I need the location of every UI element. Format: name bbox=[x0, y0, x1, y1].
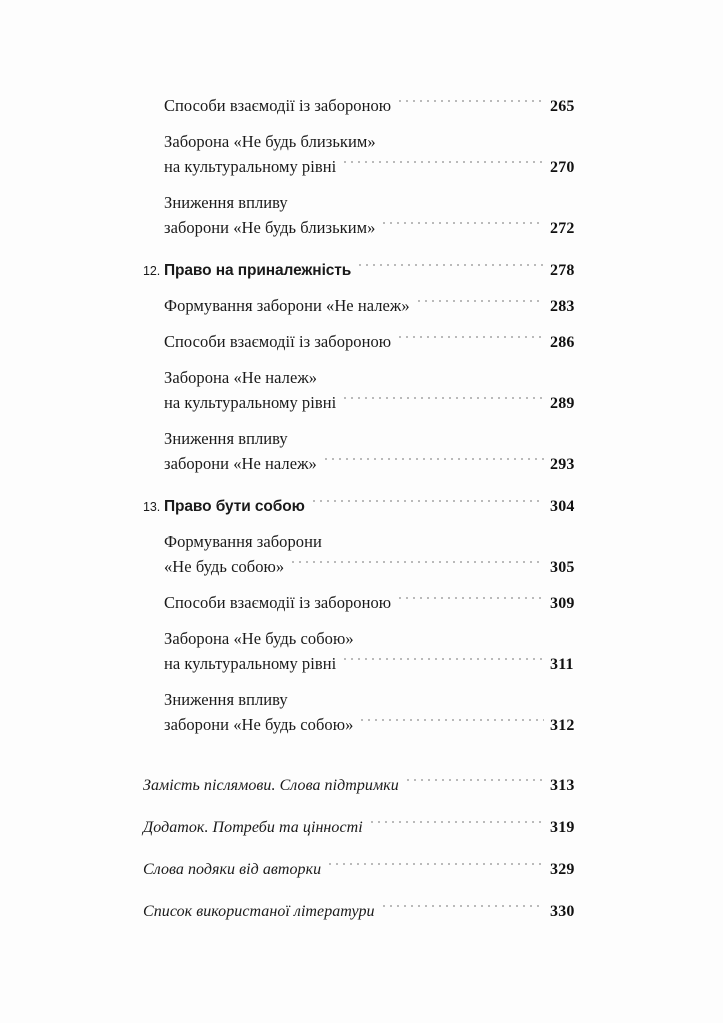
toc-entry-title: Заборона «Не будь близьким» bbox=[164, 132, 376, 151]
toc-entry-line bbox=[143, 849, 580, 878]
toc-entry-line bbox=[143, 486, 580, 515]
toc-entry-line bbox=[143, 765, 580, 794]
toc-entry-line bbox=[143, 619, 580, 648]
toc-page-number: 304 bbox=[550, 498, 575, 515]
toc-entry-body bbox=[143, 322, 580, 351]
toc-page-number: 289 bbox=[550, 395, 575, 412]
toc-entry-title: заборони «Не будь собою» bbox=[164, 715, 354, 734]
toc-dot-leader bbox=[330, 522, 544, 547]
toc-entry-title: Способи взаємодії із забороною bbox=[164, 332, 392, 351]
toc-page-number: 272 bbox=[550, 220, 575, 237]
toc-entry[interactable] bbox=[143, 680, 580, 734]
toc-dot-leader bbox=[407, 765, 544, 790]
table-of-contents bbox=[143, 86, 580, 920]
toc-dot-leader bbox=[399, 86, 544, 111]
toc-page-number: 265 bbox=[550, 98, 575, 115]
toc-entry-body bbox=[143, 419, 580, 473]
toc-dot-leader bbox=[362, 619, 544, 644]
toc-dot-leader bbox=[292, 547, 544, 572]
toc-entry-title: Право бути собою bbox=[164, 498, 305, 515]
toc-entry-body bbox=[143, 358, 580, 412]
toc-entry[interactable] bbox=[143, 286, 580, 315]
toc-entry[interactable] bbox=[143, 807, 580, 836]
toc-entry[interactable] bbox=[143, 849, 580, 878]
toc-entry-body bbox=[143, 849, 580, 878]
toc-entry-body bbox=[143, 122, 580, 176]
toc-entry-body bbox=[143, 183, 580, 237]
toc-dot-leader bbox=[418, 286, 544, 311]
toc-entry-number: 12. bbox=[143, 264, 161, 278]
toc-entry-line bbox=[143, 322, 580, 351]
toc-entry-title: Формування заборони bbox=[164, 532, 322, 551]
toc-backmatter-entries bbox=[143, 765, 580, 920]
toc-dot-leader bbox=[383, 891, 544, 916]
toc-entry[interactable] bbox=[143, 619, 580, 673]
toc-entry[interactable] bbox=[143, 322, 580, 351]
toc-entry[interactable] bbox=[143, 183, 580, 237]
toc-dot-leader bbox=[359, 250, 544, 275]
toc-entry-title: Зниження впливу bbox=[164, 690, 288, 709]
toc-entry-title: Додаток. Потреби та цінності bbox=[143, 819, 363, 836]
toc-entry[interactable] bbox=[143, 250, 580, 279]
toc-entry[interactable] bbox=[143, 486, 580, 515]
toc-dot-leader bbox=[399, 583, 544, 608]
toc-entry-line bbox=[143, 807, 580, 836]
toc-entry-line bbox=[143, 286, 580, 315]
toc-entry-body bbox=[143, 583, 580, 612]
toc-entry-title: Список використаної літератури bbox=[143, 903, 375, 920]
toc-page-number: 313 bbox=[550, 777, 575, 794]
toc-dot-leader bbox=[296, 680, 544, 705]
toc-dot-leader bbox=[325, 444, 544, 469]
toc-entry-title: Зниження впливу bbox=[164, 429, 288, 448]
toc-dot-leader bbox=[384, 122, 544, 147]
toc-entry-body bbox=[143, 286, 580, 315]
toc-entry-title: на культуральному рівні bbox=[164, 393, 337, 412]
toc-entry[interactable] bbox=[143, 86, 580, 115]
toc-page-number: 312 bbox=[550, 717, 575, 734]
toc-page-number: 311 bbox=[550, 656, 574, 673]
toc-entry-body bbox=[143, 807, 580, 836]
toc-entry-body bbox=[143, 680, 580, 734]
toc-dot-leader bbox=[383, 208, 544, 233]
toc-page-number: 270 bbox=[550, 159, 575, 176]
toc-entry-body bbox=[143, 250, 580, 279]
toc-page-number: 329 bbox=[550, 861, 575, 878]
toc-dot-leader bbox=[296, 419, 544, 444]
toc-entry-line bbox=[143, 680, 580, 709]
toc-dot-leader bbox=[325, 358, 544, 383]
toc-entry-line bbox=[143, 891, 580, 920]
toc-entry-title: на культуральному рівні bbox=[164, 157, 337, 176]
toc-entry[interactable] bbox=[143, 419, 580, 473]
toc-entry-title: на культуральному рівні bbox=[164, 654, 337, 673]
toc-entry-line bbox=[143, 250, 580, 279]
toc-dot-leader bbox=[399, 322, 544, 347]
toc-dot-leader bbox=[344, 147, 544, 172]
toc-entry-title: Замість післямови. Слова підтримки bbox=[143, 777, 399, 794]
toc-page-number: 309 bbox=[550, 595, 575, 612]
toc-entry-line bbox=[143, 86, 580, 115]
toc-entry[interactable] bbox=[143, 122, 580, 176]
toc-entry-title: Способи взаємодії із забороною bbox=[164, 593, 392, 612]
toc-entry[interactable] bbox=[143, 358, 580, 412]
toc-entry-title: Способи взаємодії із забороною bbox=[164, 96, 392, 115]
toc-entry[interactable] bbox=[143, 891, 580, 920]
toc-entry[interactable] bbox=[143, 583, 580, 612]
toc-page-number: 286 bbox=[550, 334, 575, 351]
toc-entry-title: Заборона «Не належ» bbox=[164, 368, 318, 387]
toc-entry-body bbox=[143, 891, 580, 920]
toc-entry-line bbox=[143, 183, 580, 212]
toc-entry-line bbox=[143, 358, 580, 387]
toc-page-number: 293 bbox=[550, 456, 575, 473]
toc-entry-title: «Не будь собою» bbox=[164, 557, 285, 576]
toc-dot-leader bbox=[296, 183, 544, 208]
toc-page-number: 278 bbox=[550, 262, 575, 279]
toc-dot-leader bbox=[344, 383, 544, 408]
toc-entry-body bbox=[143, 765, 580, 794]
toc-entry-body bbox=[143, 486, 580, 515]
toc-entry-line bbox=[143, 522, 580, 551]
toc-entry-number: 13. bbox=[143, 500, 161, 514]
toc-entry-title: заборони «Не будь близьким» bbox=[164, 218, 376, 237]
toc-entry-line bbox=[143, 122, 580, 151]
toc-page-number: 305 bbox=[550, 559, 575, 576]
toc-dot-leader bbox=[371, 807, 544, 832]
toc-page-number: 283 bbox=[550, 298, 575, 315]
toc-entry-body bbox=[143, 86, 580, 115]
toc-page-number: 319 bbox=[550, 819, 575, 836]
toc-entry-title: Заборона «Не будь собою» bbox=[164, 629, 354, 648]
toc-dot-leader bbox=[361, 705, 544, 730]
toc-dot-leader bbox=[344, 644, 544, 669]
toc-main-entries bbox=[143, 86, 580, 734]
toc-dot-leader bbox=[313, 486, 544, 511]
toc-entry-line bbox=[143, 583, 580, 612]
toc-entry-title: Слова подяки від авторки bbox=[143, 861, 322, 878]
toc-entry-body bbox=[143, 522, 580, 576]
toc-entry-title: Зниження впливу bbox=[164, 193, 288, 212]
toc-entry[interactable] bbox=[143, 765, 580, 794]
toc-entry[interactable] bbox=[143, 522, 580, 576]
toc-entry-title: Формування заборони «Не належ» bbox=[164, 296, 410, 315]
toc-entry-title: заборони «Не належ» bbox=[164, 454, 317, 473]
toc-dot-leader bbox=[329, 849, 544, 874]
toc-entry-line bbox=[143, 419, 580, 448]
toc-entry-title: Право на приналежність bbox=[164, 262, 352, 279]
toc-entry-body bbox=[143, 619, 580, 673]
toc-page-number: 330 bbox=[550, 903, 575, 920]
